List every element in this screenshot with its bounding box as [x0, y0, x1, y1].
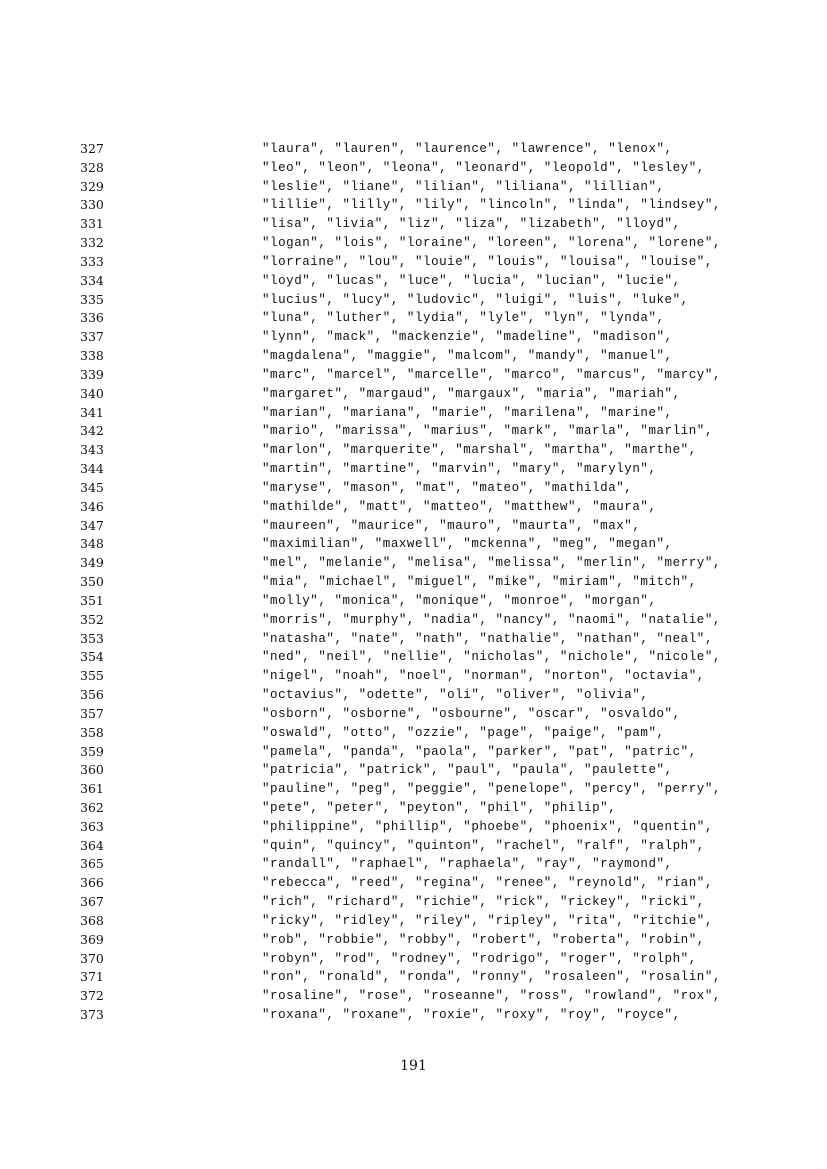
line-number: 339 — [80, 366, 104, 382]
line-number: 370 — [80, 950, 104, 966]
code-text: "ned", "neil", "nellie", "nicholas", "nichole", "nicole", — [262, 650, 721, 665]
line-number: 344 — [80, 461, 104, 477]
code-text: "ron", "ronald", "ronda", "ronny", "rosaleen", "rosalin", — [262, 970, 721, 985]
code-line — [0, 385, 827, 404]
line-number: 338 — [80, 348, 104, 364]
line-number: 346 — [80, 498, 104, 514]
code-line — [0, 667, 827, 686]
code-line — [0, 517, 827, 536]
line-number: 335 — [80, 291, 104, 307]
code-text: "roxana", "roxane", "roxie", "roxy", "roy", "royce", — [262, 1008, 681, 1023]
page-number: 191 — [400, 1058, 427, 1074]
code-line — [0, 366, 827, 385]
line-number: 343 — [80, 442, 104, 458]
line-number: 359 — [80, 743, 104, 759]
code-line — [0, 592, 827, 611]
code-text: "morris", "murphy", "nadia", "nancy", "naomi", "natalie", — [262, 612, 721, 627]
line-number: 358 — [80, 724, 104, 740]
code-line — [0, 535, 827, 554]
code-line — [0, 931, 827, 950]
line-number: 334 — [80, 272, 104, 288]
code-line — [0, 611, 827, 630]
code-line — [0, 479, 827, 498]
code-line — [0, 422, 827, 441]
line-number: 360 — [80, 762, 104, 778]
line-number: 348 — [80, 536, 104, 552]
code-text: "rosaline", "rose", "roseanne", "ross", "rowland", "rox", — [262, 989, 721, 1004]
code-text: "ricky", "ridley", "riley", "ripley", "rita", "ritchie", — [262, 913, 713, 928]
code-text: "lorraine", "lou", "louie", "louis", "louisa", "louise", — [262, 254, 713, 269]
line-number: 371 — [80, 969, 104, 985]
code-text: "margaret", "margaud", "margaux", "maria", "mariah", — [262, 386, 681, 401]
code-line — [0, 291, 827, 310]
code-line — [0, 743, 827, 762]
code-line — [0, 215, 827, 234]
line-number: 333 — [80, 253, 104, 269]
code-line — [0, 309, 827, 328]
line-number: 355 — [80, 668, 104, 684]
line-number: 357 — [80, 705, 104, 721]
code-line — [0, 347, 827, 366]
line-number: 368 — [80, 912, 104, 928]
code-text: "mel", "melanie", "melisa", "melissa", "merlin", "merry", — [262, 556, 721, 571]
code-text: "pamela", "panda", "paola", "parker", "pat", "patric", — [262, 744, 697, 759]
code-line — [0, 178, 827, 197]
code-text: "maryse", "mason", "mat", "mateo", "mathilda", — [262, 480, 633, 495]
code-text: "maureen", "maurice", "mauro", "maurta", "max", — [262, 518, 641, 533]
line-number: 330 — [80, 197, 104, 213]
code-line — [0, 554, 827, 573]
code-line — [0, 987, 827, 1006]
line-number: 347 — [80, 517, 104, 533]
code-line — [0, 159, 827, 178]
code-listing — [0, 140, 827, 1025]
line-number: 351 — [80, 592, 104, 608]
code-text: "logan", "lois", "loraine", "loreen", "lorena", "lorene", — [262, 236, 721, 251]
code-line — [0, 404, 827, 423]
line-number: 331 — [80, 216, 104, 232]
code-text: "marian", "mariana", "marie", "marilena", "marine", — [262, 405, 673, 420]
line-number: 328 — [80, 159, 104, 175]
code-line — [0, 234, 827, 253]
code-line — [0, 272, 827, 291]
code-text: "lucius", "lucy", "ludovic", "luigi", "luis", "luke", — [262, 292, 689, 307]
code-text: "magdalena", "maggie", "malcom", "mandy", "manuel", — [262, 349, 673, 364]
code-text: "robyn", "rod", "rodney", "rodrigo", "roger", "rolph", — [262, 951, 697, 966]
code-text: "lynn", "mack", "mackenzie", "madeline", "madison", — [262, 330, 673, 345]
line-number: 336 — [80, 310, 104, 326]
code-line — [0, 761, 827, 780]
code-line — [0, 855, 827, 874]
line-number: 364 — [80, 837, 104, 853]
code-line — [0, 630, 827, 649]
line-number: 342 — [80, 423, 104, 439]
code-line — [0, 912, 827, 931]
code-text: "marc", "marcel", "marcelle", "marco", "marcus", "marcy", — [262, 367, 721, 382]
code-text: "laura", "lauren", "laurence", "lawrence", "lenox", — [262, 142, 673, 156]
line-number: 361 — [80, 781, 104, 797]
code-text: "oswald", "otto", "ozzie", "page", "paige", "pam", — [262, 725, 665, 740]
code-text: "rob", "robbie", "robby", "robert", "roberta", "robin", — [262, 932, 705, 947]
line-number: 362 — [80, 799, 104, 815]
code-line — [0, 460, 827, 479]
line-number: 337 — [80, 329, 104, 345]
line-number: 349 — [80, 555, 104, 571]
code-line — [0, 196, 827, 215]
code-line — [0, 573, 827, 592]
code-text: "natasha", "nate", "nath", "nathalie", "nathan", "neal", — [262, 631, 713, 646]
code-text: "molly", "monica", "monique", "monroe", "morgan", — [262, 593, 657, 608]
code-line — [0, 893, 827, 912]
code-text: "lisa", "livia", "liz", "liza", "lizabeth", "lloyd", — [262, 217, 681, 232]
line-number: 352 — [80, 611, 104, 627]
code-text: "mathilde", "matt", "matteo", "matthew", "maura", — [262, 499, 657, 514]
code-text: "marlon", "marquerite", "marshal", "martha", "marthe", — [262, 443, 697, 458]
code-text: "leo", "leon", "leona", "leonard", "leopold", "lesley", — [262, 160, 705, 175]
code-line — [0, 253, 827, 272]
line-number: 341 — [80, 404, 104, 420]
code-text: "pauline", "peg", "peggie", "penelope", "percy", "perry", — [262, 782, 721, 797]
line-number: 350 — [80, 574, 104, 590]
code-line — [0, 950, 827, 969]
code-text: "mia", "michael", "miguel", "mike", "miriam", "mitch", — [262, 575, 697, 590]
line-number: 332 — [80, 235, 104, 251]
line-number: 369 — [80, 931, 104, 947]
line-number: 367 — [80, 894, 104, 910]
line-number: 366 — [80, 875, 104, 891]
line-number: 353 — [80, 630, 104, 646]
code-text: "luna", "luther", "lydia", "lyle", "lyn", "lynda", — [262, 311, 665, 326]
code-text: "quin", "quincy", "quinton", "rachel", "ralf", "ralph", — [262, 838, 705, 853]
code-line — [0, 441, 827, 460]
code-line — [0, 1006, 827, 1025]
code-text: "loyd", "lucas", "luce", "lucia", "lucian", "lucie", — [262, 273, 681, 288]
code-line — [0, 799, 827, 818]
code-text: "octavius", "odette", "oli", "oliver", "olivia", — [262, 688, 649, 703]
code-text: "rich", "richard", "richie", "rick", "rickey", "ricki", — [262, 895, 705, 910]
code-line — [0, 780, 827, 799]
code-line — [0, 140, 827, 159]
code-text: "patricia", "patrick", "paul", "paula", "paulette", — [262, 763, 673, 778]
line-number: 373 — [80, 1007, 104, 1023]
line-number: 363 — [80, 818, 104, 834]
line-number: 340 — [80, 385, 104, 401]
line-number: 372 — [80, 988, 104, 1004]
code-text: "mario", "marissa", "marius", "mark", "marla", "marlin", — [262, 424, 713, 439]
code-line — [0, 968, 827, 987]
code-text: "martin", "martine", "marvin", "mary", "marylyn", — [262, 462, 657, 477]
code-text: "randall", "raphael", "raphaela", "ray", "raymond", — [262, 857, 673, 872]
code-text: "rebecca", "reed", "regina", "renee", "reynold", "rian", — [262, 876, 713, 891]
code-line — [0, 705, 827, 724]
line-number: 327 — [80, 141, 104, 156]
code-line — [0, 328, 827, 347]
code-text: "philippine", "phillip", "phoebe", "phoenix", "quentin", — [262, 819, 713, 834]
code-line — [0, 837, 827, 856]
line-number: 345 — [80, 479, 104, 495]
line-number: 356 — [80, 687, 104, 703]
line-number: 329 — [80, 178, 104, 194]
code-text: "leslie", "liane", "lilian", "liliana", "lillian", — [262, 179, 665, 194]
code-line — [0, 686, 827, 705]
code-text: "lillie", "lilly", "lily", "lincoln", "linda", "lindsey", — [262, 198, 721, 213]
code-line — [0, 874, 827, 893]
code-text: "pete", "peter", "peyton", "phil", "philip", — [262, 800, 617, 815]
line-number: 365 — [80, 856, 104, 872]
code-line — [0, 498, 827, 517]
code-text: "osborn", "osborne", "osbourne", "oscar", "osvaldo", — [262, 706, 681, 721]
code-line — [0, 818, 827, 837]
code-text: "maximilian", "maxwell", "mckenna", "meg", "megan", — [262, 537, 673, 552]
code-line — [0, 648, 827, 667]
line-number: 354 — [80, 649, 104, 665]
code-line — [0, 724, 827, 743]
code-text: "nigel", "noah", "noel", "norman", "norton", "octavia", — [262, 669, 705, 684]
